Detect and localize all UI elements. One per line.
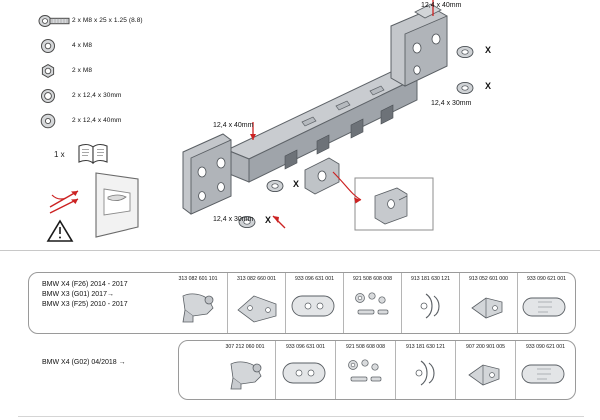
model-line: BMW X3 (F25) 2010 - 2017	[42, 301, 128, 308]
washer-icon	[38, 35, 72, 57]
part-label: 2 x 12,4 x 30mm	[72, 92, 122, 99]
exploded-assembly-drawing	[165, 0, 600, 258]
model-line: BMW X4 (F26) 2014 - 2017	[42, 281, 128, 288]
part-code: 913 052 601 000	[469, 276, 508, 282]
table-cell	[335, 341, 395, 399]
section-divider	[0, 250, 600, 251]
ring-40-icon	[38, 110, 72, 132]
parts-table-2	[178, 340, 576, 400]
x-mark-bottom: X	[265, 215, 272, 225]
x-mark-beam: X	[293, 179, 300, 189]
table-cell	[515, 341, 575, 399]
table-row	[169, 273, 575, 333]
nut-icon	[38, 60, 72, 82]
model-line: BMW X3 (G01) 2017→	[42, 291, 114, 298]
part-code: 933 096 631 001	[295, 276, 334, 282]
gasket-icon	[286, 284, 343, 331]
part-label: 4 x M8	[72, 42, 93, 49]
callout-upper-right: 12,4 x 40mm	[421, 2, 462, 9]
table-cell	[455, 341, 515, 399]
table-cell	[401, 273, 459, 333]
table-cell	[169, 273, 227, 333]
part-code: 933 090 621 001	[526, 344, 565, 350]
model-list-1	[42, 280, 128, 310]
towball-icon	[169, 284, 227, 331]
fasteners-icon	[336, 352, 395, 397]
manual-book-icon	[77, 142, 109, 166]
table-cell	[275, 341, 335, 399]
part-code: 921 508 608 008	[353, 276, 392, 282]
table-cell	[285, 273, 343, 333]
key-icon	[396, 352, 455, 397]
detail-inset	[355, 178, 433, 230]
bottom-rule	[18, 416, 584, 417]
cover-icon	[518, 284, 575, 331]
part-label: 2 x M8 x 25 x 1.25 (8.8)	[72, 17, 143, 24]
table-row	[215, 341, 575, 399]
gasket-icon	[276, 352, 335, 397]
clamp-icon	[456, 352, 515, 397]
model-line: BMW X4 (G02) 04/2018 →	[42, 359, 126, 366]
callout-lower-left: 12,4 x 30mm	[213, 216, 254, 223]
part-code: 313 082 601 101	[178, 276, 218, 282]
ring-30-icon	[38, 85, 72, 107]
warning-block	[34, 165, 154, 245]
part-code: 313 082 660 001	[237, 276, 276, 282]
part-code: 933 090 621 001	[527, 276, 566, 282]
cover-icon	[516, 352, 575, 397]
model-list-2	[42, 358, 126, 368]
part-label: 2 x 12,4 x 40mm	[72, 117, 122, 124]
x-mark-right-top: X	[485, 45, 492, 55]
key-icon	[402, 284, 459, 331]
callout-upper-left: 12,4 x 40mm	[213, 122, 254, 129]
bolt-icon	[38, 10, 72, 32]
manual-count: 1 x	[54, 149, 65, 159]
table-cell	[215, 341, 275, 399]
table-cell	[459, 273, 517, 333]
part-label: 2 x M8	[72, 67, 93, 74]
fasteners-icon	[344, 284, 401, 331]
right-bracket	[391, 4, 447, 86]
callout-lower-right: 12,4 x 30mm	[431, 100, 472, 107]
loose-rings-right	[457, 46, 473, 93]
clamp-icon	[460, 284, 517, 331]
part-code: 307 212 060 001	[225, 344, 265, 350]
table-cell	[343, 273, 401, 333]
towball-icon	[215, 352, 275, 397]
x-mark-right-bottom: X	[485, 81, 492, 91]
table-cell	[395, 341, 455, 399]
table-cell	[227, 273, 285, 333]
table-cell	[517, 273, 575, 333]
left-bracket	[183, 134, 231, 214]
part-code: 907 200 901 005	[466, 344, 505, 350]
part-code: 913 181 630 121	[411, 276, 450, 282]
part-code: 933 096 631 001	[286, 344, 325, 350]
towball-receiver	[305, 158, 339, 194]
bracket-icon	[228, 284, 285, 331]
part-code: 913 181 630 121	[406, 344, 445, 350]
part-code: 921 508 608 008	[346, 344, 385, 350]
parts-reference-tables	[18, 262, 584, 414]
